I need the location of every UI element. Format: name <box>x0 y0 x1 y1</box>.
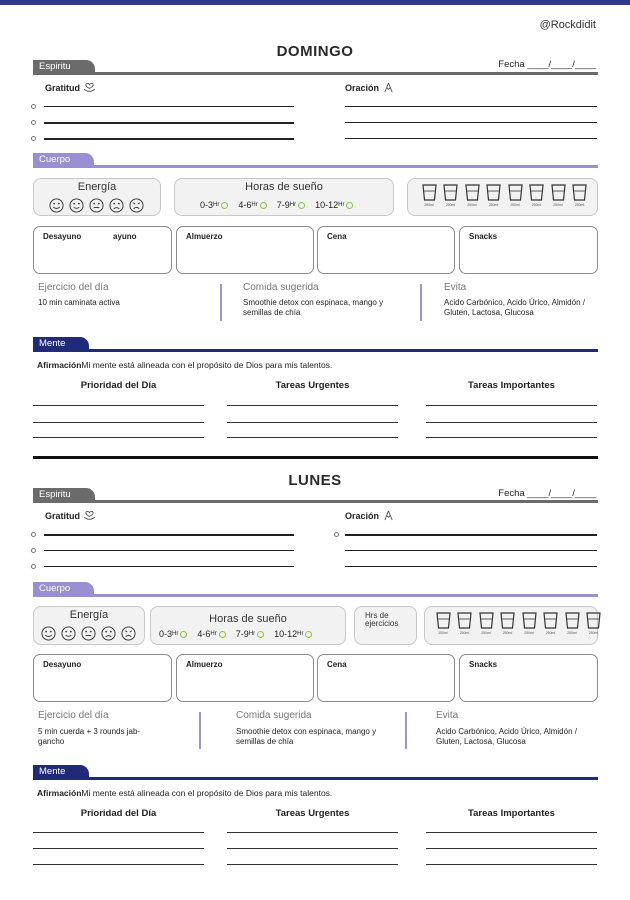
sleep-hours-label: Horas de sueño <box>245 181 323 193</box>
water-glass-icon[interactable] <box>455 612 475 635</box>
oracion-write-line[interactable] <box>345 122 597 123</box>
water-glass-icon[interactable] <box>462 184 482 207</box>
meals-row <box>0 226 630 276</box>
priority-line[interactable] <box>33 848 204 849</box>
oracion-bullet <box>334 532 339 537</box>
cuerpo-rule <box>33 594 598 597</box>
snacks-box[interactable] <box>459 226 598 274</box>
happy-face-icon[interactable] <box>61 626 76 641</box>
important-heading: Tareas Importantes <box>468 808 555 819</box>
snacks-label: Snacks <box>469 232 498 241</box>
sad-face-icon[interactable] <box>101 626 116 641</box>
espiritu-rule <box>33 500 598 503</box>
water-glass-icon[interactable] <box>498 612 518 635</box>
praying-hands-icon <box>382 82 395 93</box>
almuerzo-box[interactable] <box>176 226 314 274</box>
sleep-option[interactable]: 0-3 Hr <box>200 200 228 210</box>
gratitud-write-line[interactable] <box>44 534 294 536</box>
very-sad-face-icon[interactable] <box>121 626 136 641</box>
priority-line[interactable] <box>33 437 204 438</box>
energy-label: Energía <box>69 609 109 621</box>
water-glass-ml: 250ml <box>488 203 499 207</box>
happy-face-icon[interactable] <box>69 198 84 213</box>
water-glass-icon[interactable] <box>476 612 496 635</box>
priority-line[interactable] <box>33 832 204 833</box>
gratitud-bullet <box>31 104 36 109</box>
water-glass-icon[interactable] <box>584 612 604 635</box>
water-glass-icon[interactable] <box>541 612 561 635</box>
sleep-checkbox[interactable] <box>298 202 305 209</box>
water-glass-ml: 250ml <box>438 631 448 635</box>
column-divider <box>199 712 201 749</box>
oracion-heading <box>345 510 395 521</box>
water-glass-ml: 250ml <box>481 631 491 635</box>
important-line[interactable] <box>426 832 597 833</box>
priority-line[interactable] <box>33 405 204 406</box>
oracion-write-line[interactable] <box>345 534 597 536</box>
exercise-heading: Ejercicio del día <box>38 282 109 293</box>
energy-label: Energía <box>77 181 117 193</box>
very-happy-face-icon[interactable] <box>49 198 64 213</box>
urgent-line[interactable] <box>227 422 398 423</box>
energy-box <box>33 606 145 645</box>
sleep-option[interactable]: 7-9 Hr <box>236 629 264 639</box>
sleep-checkbox[interactable] <box>180 631 187 638</box>
water-glass-ml: 250ml <box>567 631 577 635</box>
water-glass-icon[interactable] <box>527 184 547 207</box>
desayuno-box[interactable] <box>33 226 172 274</box>
top-accent-bar <box>0 0 630 5</box>
water-tracker-box <box>424 606 598 645</box>
sleep-option[interactable]: 10-12 Hr <box>274 629 312 639</box>
food-text: Smoothie detox con espinaca, mango y semillas de chía <box>236 727 377 746</box>
day-title: DOMINGO <box>276 43 354 60</box>
water-glass-ml: 250ml <box>467 203 477 207</box>
urgent-heading: Tareas Urgentes <box>275 808 350 819</box>
affirmation-label: Afirmación <box>37 788 82 798</box>
sleep-option[interactable]: 10-12 Hr <box>315 200 353 210</box>
water-glass-icon[interactable] <box>505 184 525 207</box>
cena-box[interactable] <box>317 226 455 274</box>
desayuno-label: Desayuno <box>43 660 82 669</box>
column-divider <box>405 712 407 749</box>
desayuno-label: Desayuno <box>43 232 82 241</box>
exercise-text: 10 min caminata activa <box>38 298 120 307</box>
snacks-label: Snacks <box>469 660 498 669</box>
water-glass-ml: 250ml <box>510 203 520 207</box>
affirmation <box>37 788 332 798</box>
cena-label: Cena <box>327 660 347 669</box>
water-glass-icon[interactable] <box>484 184 504 207</box>
important-line[interactable] <box>426 437 597 438</box>
sleep-option[interactable]: 4-6 Hr <box>197 629 225 639</box>
hands-heart-icon <box>83 510 96 521</box>
mente-tab: Mente <box>33 337 89 350</box>
water-glass-icon[interactable] <box>570 184 590 207</box>
water-glass-ml: 250ml <box>424 203 434 207</box>
water-glass-icon[interactable] <box>562 612 582 635</box>
water-glass-ml: 250ml <box>502 631 513 635</box>
oracion-label: Oración <box>345 82 380 93</box>
gratitud-label: Gratitud <box>45 82 80 93</box>
affirmation <box>37 360 332 370</box>
meals-row <box>0 654 630 704</box>
avoid-text: Acido Carbónico, Acido Úrico, Almidón / Gluten, Lactosa, Glucosa <box>444 298 585 317</box>
gratitud-label: Gratitud <box>45 510 80 521</box>
mente-rule <box>33 777 598 780</box>
water-glass-icon[interactable] <box>441 184 461 207</box>
priority-line[interactable] <box>33 422 204 423</box>
almuerzo-box[interactable] <box>176 654 314 702</box>
affirmation-text: Mi mente está alineada con el propósito de Dios para mis talentos. <box>81 788 333 798</box>
water-glass-ml: 250ml <box>545 631 556 635</box>
sleep-checkbox[interactable] <box>260 202 267 209</box>
exercise-text: 5 min cuerda + 3 rounds jab-gancho <box>38 727 141 746</box>
gratitud-bullet <box>31 548 36 553</box>
urgent-line[interactable] <box>227 864 398 865</box>
sleep-options <box>159 629 322 639</box>
gratitud-heading <box>45 510 96 521</box>
water-glass-ml: 250ml <box>531 203 542 207</box>
urgent-line[interactable] <box>227 848 398 849</box>
oracion-write-line[interactable] <box>345 138 597 139</box>
avoid-heading: Evita <box>444 282 467 293</box>
important-heading: Tareas Importantes <box>468 380 555 391</box>
very-happy-face-icon[interactable] <box>41 626 56 641</box>
energy-box <box>33 178 161 216</box>
food-heading: Comida sugerida <box>236 710 312 721</box>
neutral-face-icon[interactable] <box>89 198 104 213</box>
praying-hands-icon <box>382 510 395 521</box>
priority-heading: Prioridad del Día <box>80 380 157 391</box>
water-tracker-box <box>407 178 598 216</box>
very-sad-face-icon[interactable] <box>129 198 144 213</box>
sleep-option[interactable]: 7-9 Hr <box>277 200 305 210</box>
sleep-checkbox[interactable] <box>305 631 312 638</box>
date-field[interactable]: Fecha ____/____/____ <box>498 59 596 70</box>
date-field[interactable]: Fecha ____/____/____ <box>498 488 596 499</box>
gratitud-write-line[interactable] <box>44 106 294 107</box>
mente-tab: Mente <box>33 765 89 778</box>
cuerpo-rule <box>33 165 598 168</box>
ayuno-label: ayuno <box>113 232 137 241</box>
exercise-heading: Ejercicio del día <box>38 710 109 721</box>
cuerpo-tab: Cuerpo <box>33 153 94 166</box>
sleep-hours-box <box>150 606 346 645</box>
espiritu-tab: Espiritu <box>33 488 95 501</box>
day-section-domingo <box>0 43 630 473</box>
avoid-heading: Evita <box>436 710 459 721</box>
food-heading: Comida sugerida <box>243 282 319 293</box>
avoid-text: Acido Carbónico, Acido Úrico, Almidón / Gluten, Lactosa, Glucosa <box>436 727 577 746</box>
oracion-write-line[interactable] <box>345 106 597 107</box>
priority-heading: Prioridad del Día <box>80 808 157 819</box>
cena-label: Cena <box>327 232 347 241</box>
gratitud-write-line[interactable] <box>44 138 294 140</box>
sleep-checkbox[interactable] <box>221 202 228 209</box>
sleep-hours-label: Horas de sueño <box>209 613 287 625</box>
day-section-lunes <box>0 472 630 900</box>
water-glass-ml: 250ml <box>574 203 585 207</box>
hands-heart-icon <box>83 82 96 93</box>
gratitud-heading <box>45 82 96 93</box>
energy-faces <box>41 626 136 641</box>
snacks-box[interactable] <box>459 654 598 702</box>
energy-faces <box>49 198 144 213</box>
day-divider <box>33 456 598 459</box>
exercise-hours-box[interactable] <box>354 606 417 645</box>
almuerzo-label: Almuerzo <box>186 660 223 669</box>
desayuno-box[interactable] <box>33 654 172 702</box>
affirmation-label: Afirmación <box>37 360 82 370</box>
column-divider <box>420 284 422 321</box>
urgent-line[interactable] <box>227 437 398 438</box>
sleep-checkbox[interactable] <box>219 631 226 638</box>
gratitud-bullet <box>31 120 36 125</box>
urgent-heading: Tareas Urgentes <box>275 380 350 391</box>
water-glass-icon[interactable] <box>519 612 539 635</box>
sleep-options <box>200 200 363 210</box>
espiritu-rule <box>33 72 598 75</box>
water-glass-ml: 250ml <box>459 631 470 635</box>
water-glass-ml: 250ml <box>445 203 456 207</box>
water-glasses <box>433 612 605 635</box>
gratitud-write-line[interactable] <box>44 566 294 567</box>
gratitud-write-line[interactable] <box>44 122 294 124</box>
important-line[interactable] <box>426 405 597 406</box>
sleep-option[interactable]: 0-3 Hr <box>159 629 187 639</box>
almuerzo-label: Almuerzo <box>186 232 223 241</box>
sleep-checkbox[interactable] <box>346 202 353 209</box>
day-title: LUNES <box>288 472 342 489</box>
neutral-face-icon[interactable] <box>81 626 96 641</box>
sleep-option[interactable]: 4-6 Hr <box>238 200 266 210</box>
gratitud-bullet <box>31 564 36 569</box>
priority-line[interactable] <box>33 864 204 865</box>
author-handle: @Rockdidit <box>539 19 596 31</box>
column-divider <box>220 284 222 321</box>
important-line[interactable] <box>426 848 597 849</box>
exercise-hours-label: Hrs de ejercicios <box>365 611 399 628</box>
oracion-write-line[interactable] <box>345 566 597 567</box>
water-glass-icon[interactable] <box>433 612 453 635</box>
water-glass-icon[interactable] <box>419 184 439 207</box>
oracion-heading <box>345 82 395 93</box>
urgent-line[interactable] <box>227 832 398 833</box>
oracion-label: Oración <box>345 510 380 521</box>
sleep-checkbox[interactable] <box>257 631 264 638</box>
oracion-write-line[interactable] <box>345 550 597 551</box>
water-glasses <box>419 184 591 207</box>
gratitud-bullet <box>31 136 36 141</box>
important-line[interactable] <box>426 422 597 423</box>
mente-rule <box>33 349 598 352</box>
water-glass-icon[interactable] <box>548 184 568 207</box>
gratitud-write-line[interactable] <box>44 550 294 551</box>
water-glass-ml: 250ml <box>588 631 599 635</box>
important-line[interactable] <box>426 864 597 865</box>
food-text: Smoothie detox con espinaca, mango y semillas de chía <box>243 298 384 317</box>
cuerpo-tab: Cuerpo <box>33 582 94 595</box>
sad-face-icon[interactable] <box>109 198 124 213</box>
sleep-hours-box <box>174 178 394 216</box>
water-glass-ml: 250ml <box>553 203 563 207</box>
espiritu-tab: Espiritu <box>33 60 95 73</box>
gratitud-bullet <box>31 532 36 537</box>
cena-box[interactable] <box>317 654 455 702</box>
affirmation-text: Mi mente está alineada con el propósito de Dios para mis talentos. <box>81 360 333 370</box>
urgent-line[interactable] <box>227 405 398 406</box>
water-glass-ml: 250ml <box>524 631 534 635</box>
